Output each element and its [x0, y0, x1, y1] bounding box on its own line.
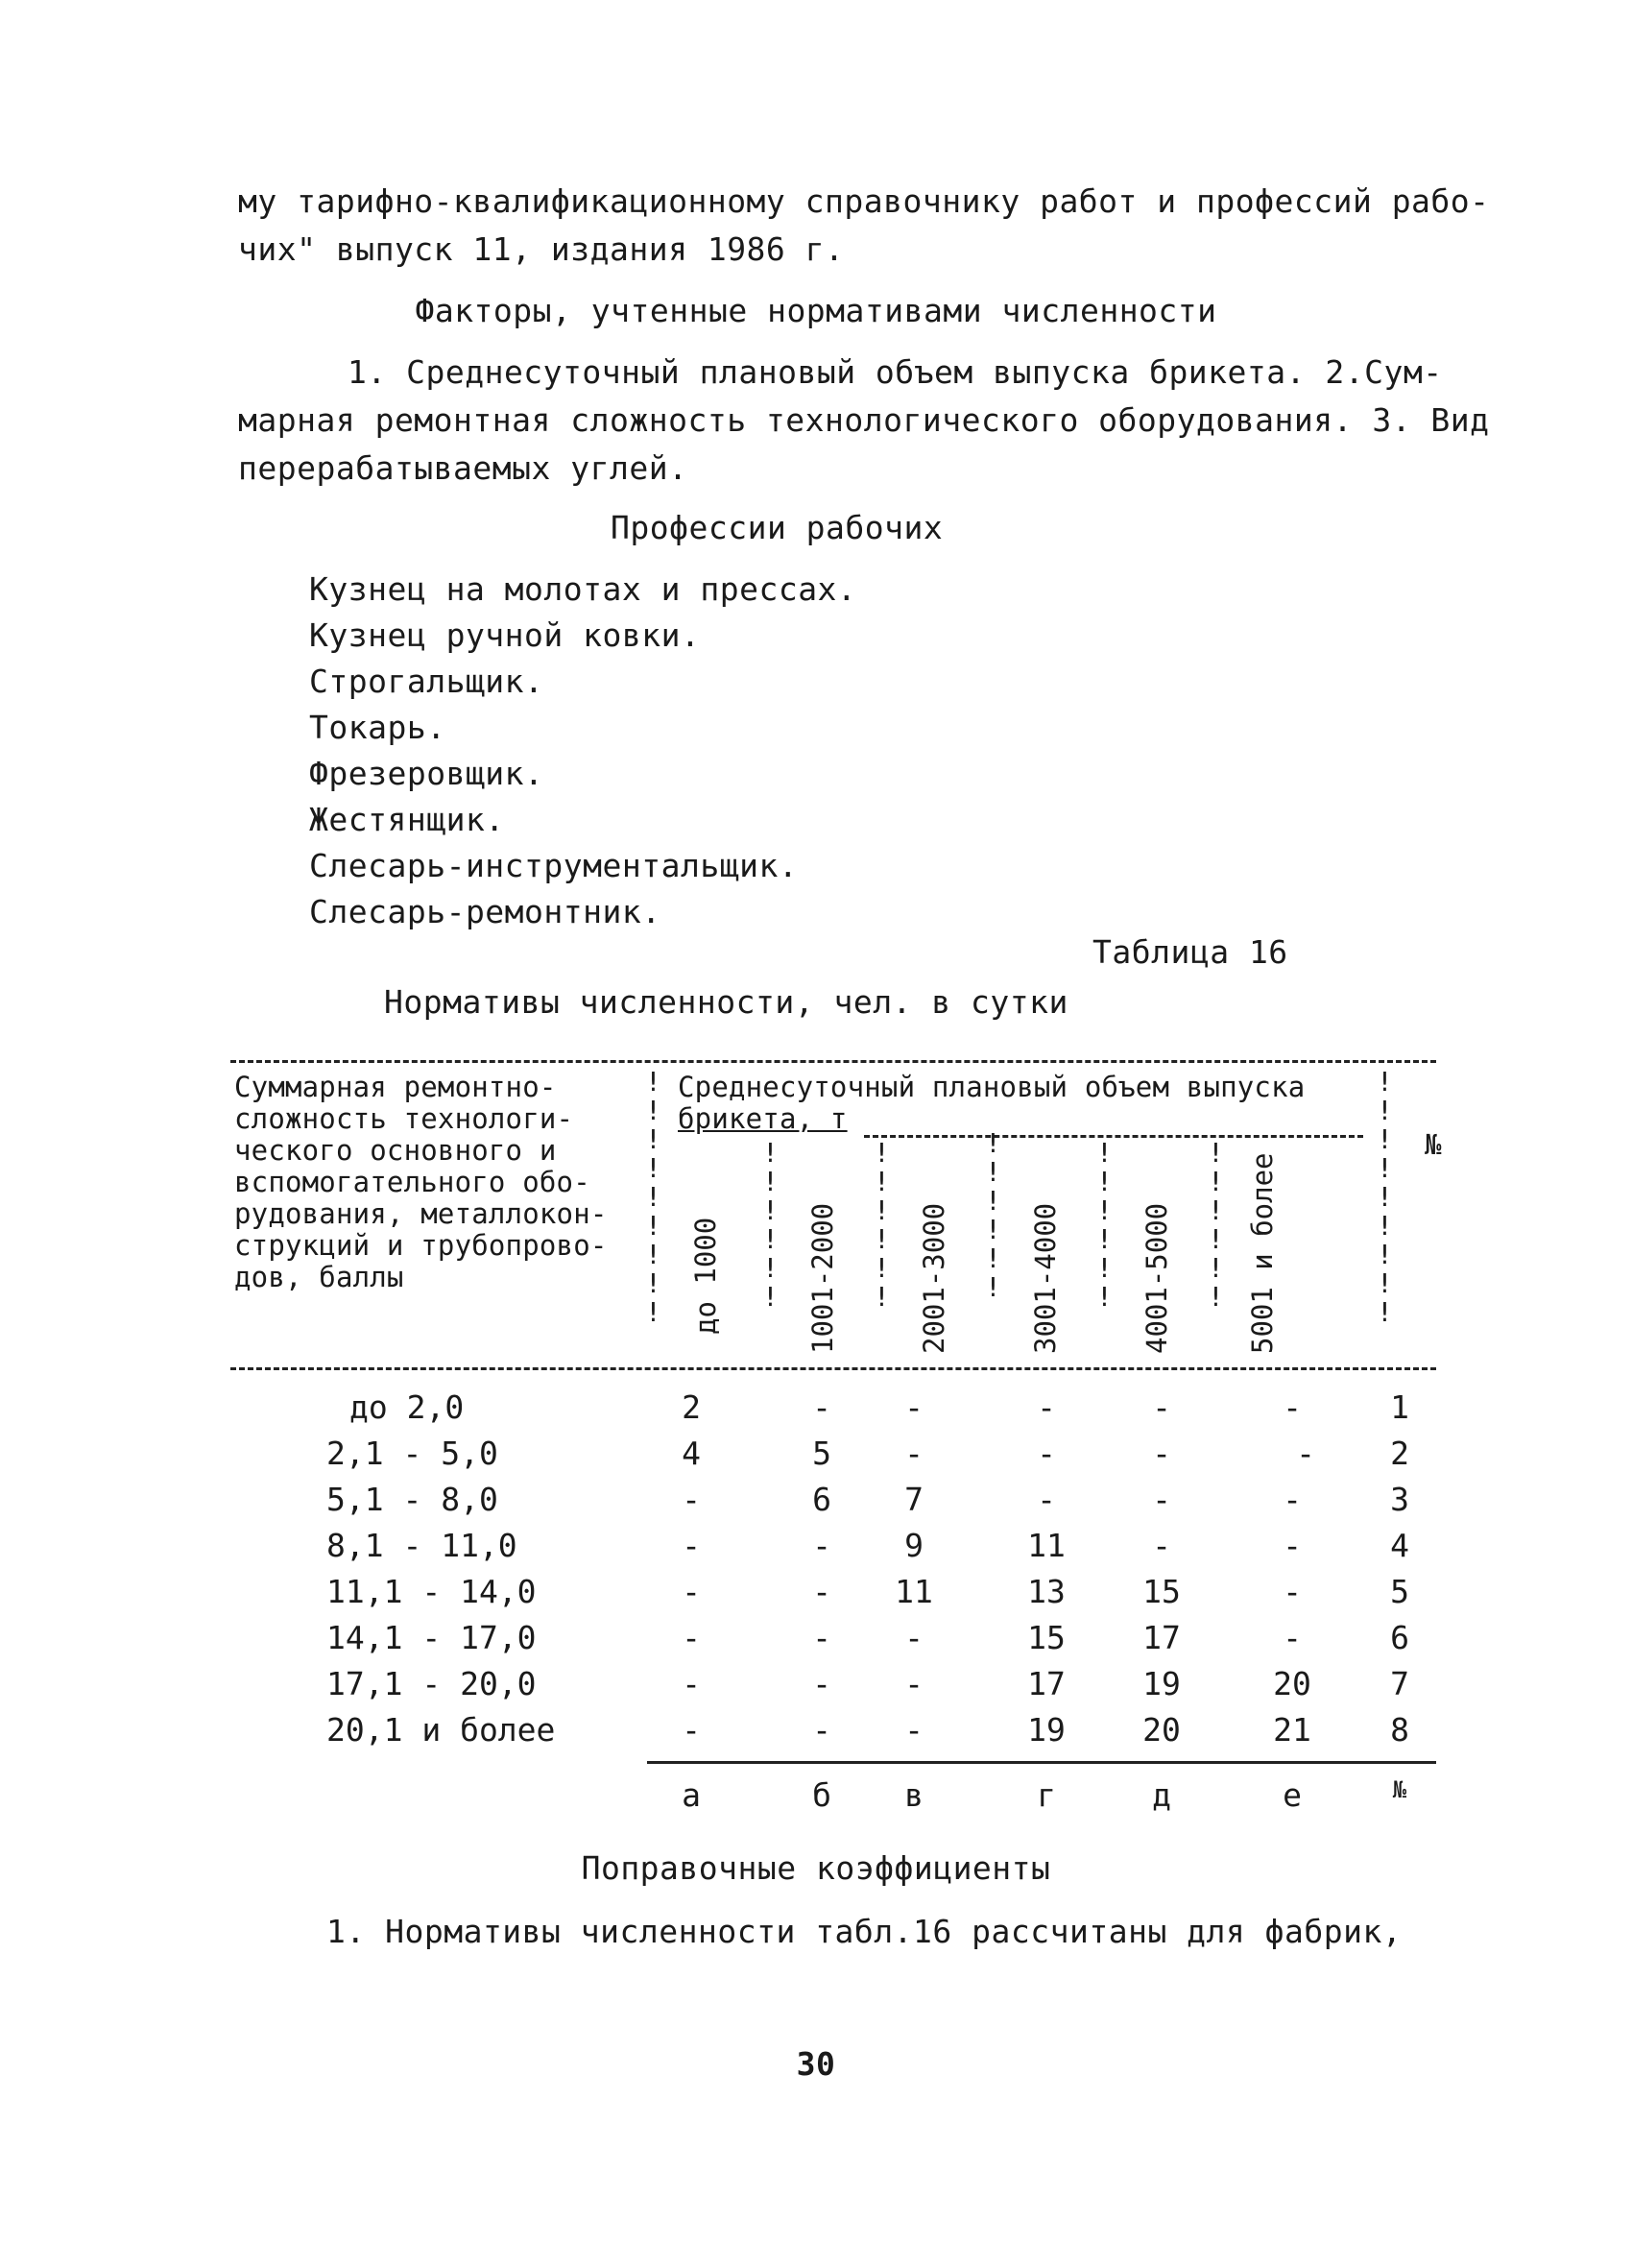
page-number: 30 — [796, 2045, 836, 2083]
table-cell: 6 — [812, 1481, 831, 1518]
table-cell: - — [682, 1527, 701, 1564]
table-cell: - — [904, 1665, 924, 1702]
profession-item: Кузнец на молотах и прессах. — [309, 570, 857, 608]
factors-title: Факторы, учтенные нормативами численности — [415, 292, 1217, 329]
row-header-line: сложность технологи- — [234, 1102, 574, 1135]
table-cell: - — [812, 1665, 831, 1702]
column-header: 5001 и более — [1246, 1152, 1279, 1354]
row-number: 5 — [1390, 1573, 1409, 1610]
group-header-line: Среднесуточный плановый объем выпуска — [678, 1071, 1306, 1103]
footer-letter: д — [1152, 1776, 1171, 1814]
table-row — [0, 1481, 1632, 1527]
row-header-line: струкций и трубопрово- — [234, 1229, 608, 1262]
column-header: 1001-2000 — [806, 1202, 839, 1354]
table-row — [0, 1388, 1632, 1435]
table-cell: 4 — [682, 1435, 701, 1472]
row-label: 11,1 - 14,0 — [326, 1573, 537, 1610]
number-header: № — [1425, 1128, 1442, 1161]
table-title: Нормативы численности, чел. в сутки — [384, 983, 1068, 1021]
column-separator: ! ! ! ! ! ! ! ! ! — [1377, 1066, 1393, 1328]
corrections-title: Поправочные коэффициенты — [581, 1849, 1051, 1887]
table-cell: 7 — [904, 1481, 924, 1518]
table-cell: 20 — [1142, 1711, 1181, 1749]
profession-item: Кузнец ручной ковки. — [309, 616, 701, 654]
group-header — [678, 1072, 1305, 1135]
table-cell: - — [1283, 1573, 1302, 1610]
row-number: 4 — [1390, 1527, 1409, 1564]
column-header: 3001-4000 — [1029, 1202, 1062, 1354]
table-cell: - — [812, 1711, 831, 1749]
table-cell: - — [682, 1711, 701, 1749]
row-header-line: вспомогательного обо- — [234, 1166, 590, 1198]
column-separator: ! ! ! ! ! ! — [1208, 1137, 1224, 1313]
table-label: Таблица 16 — [1092, 933, 1288, 971]
row-label: 17,1 - 20,0 — [326, 1665, 537, 1702]
table-cell: 11 — [1027, 1527, 1066, 1564]
table-cell: - — [682, 1619, 701, 1656]
table-cell: 21 — [1273, 1711, 1311, 1749]
table-cell: 2 — [682, 1388, 701, 1426]
factors-line-3: перерабатываемых углей. — [238, 449, 688, 487]
footer-letter: г — [1037, 1776, 1056, 1814]
table-cell: - — [1037, 1435, 1056, 1472]
column-separator: ! ! ! ! ! ! — [874, 1137, 890, 1313]
column-header: до 1000 — [689, 1217, 722, 1335]
row-header-line: дов, баллы — [234, 1261, 404, 1293]
table-cell: 13 — [1027, 1573, 1066, 1610]
table-cell: 20 — [1273, 1665, 1311, 1702]
row-label: 8,1 - 11,0 — [326, 1527, 517, 1564]
factors-line-1: 1. Среднесуточный плановый объем выпуска брикета. 2.Сум- — [348, 353, 1443, 391]
table-cell: - — [1296, 1435, 1315, 1472]
table-cell: 15 — [1027, 1619, 1066, 1656]
column-separator: ! ! ! ! ! ! ! ! ! — [645, 1066, 661, 1328]
profession-item: Слесарь-инструментальщик. — [309, 847, 799, 884]
group-under-rule — [864, 1135, 1363, 1138]
footer-letter: е — [1283, 1776, 1302, 1814]
row-header-line: ческого основного и — [234, 1134, 557, 1167]
footer-letter: б — [812, 1776, 831, 1814]
row-number: 6 — [1390, 1619, 1409, 1656]
row-header — [234, 1072, 608, 1293]
table-cell: - — [1283, 1619, 1302, 1656]
table-cell: - — [1037, 1481, 1056, 1518]
profession-item: Фрезеровщик. — [309, 755, 544, 792]
row-number: 8 — [1390, 1711, 1409, 1749]
table-cell: - — [812, 1527, 831, 1564]
table-cell: - — [682, 1573, 701, 1610]
column-header: 4001-5000 — [1140, 1202, 1173, 1354]
table-row — [0, 1665, 1632, 1711]
table-cell: 9 — [904, 1527, 924, 1564]
table-cell: 17 — [1027, 1665, 1066, 1702]
professions-title: Профессии рабочих — [611, 509, 944, 546]
table-cell: 11 — [895, 1573, 933, 1610]
profession-item: Строгальщик. — [309, 663, 544, 700]
table-cell: 15 — [1142, 1573, 1181, 1610]
intro-line-1: му тарифно-квалификационному справочнику работ и профессий рабо- — [238, 182, 1490, 220]
factors-line-2: марная ремонтная сложность технологического оборудования. 3. Вид — [238, 401, 1490, 439]
table-cell: - — [682, 1665, 701, 1702]
table-cell: - — [1152, 1435, 1171, 1472]
table-cell: - — [1283, 1527, 1302, 1564]
header-bottom-rule — [230, 1367, 1436, 1370]
table-top-rule — [230, 1060, 1436, 1063]
footer-letter: а — [682, 1776, 701, 1814]
row-number: 2 — [1390, 1435, 1409, 1472]
table-cell: 19 — [1027, 1711, 1066, 1749]
table-cell: 17 — [1142, 1619, 1181, 1656]
row-label: 20,1 и более — [326, 1711, 556, 1749]
row-number: 7 — [1390, 1665, 1409, 1702]
row-label: 2,1 - 5,0 — [326, 1435, 498, 1472]
table-cell: - — [1283, 1481, 1302, 1518]
table-cell: - — [1283, 1388, 1302, 1426]
table-cell: - — [682, 1481, 701, 1518]
table-cell: 5 — [812, 1435, 831, 1472]
profession-item: Жестянщик. — [309, 801, 505, 838]
table-row — [0, 1619, 1632, 1665]
table-cell: - — [812, 1573, 831, 1610]
row-header-line: Суммарная ремонтно- — [234, 1071, 557, 1103]
row-header-line: рудования, металлокон- — [234, 1197, 608, 1230]
table-cell: - — [1152, 1527, 1171, 1564]
table-footer-row — [0, 1776, 1632, 1822]
table-cell: 19 — [1142, 1665, 1181, 1702]
table-row — [0, 1527, 1632, 1573]
table-cell: - — [1152, 1481, 1171, 1518]
table-footer-rule — [647, 1761, 1436, 1764]
column-separator: ! ! ! ! ! ! — [762, 1137, 779, 1313]
profession-item: Токарь. — [309, 709, 446, 746]
table-cell: - — [904, 1388, 924, 1426]
footer-number: № — [1392, 1776, 1407, 1803]
table-cell: - — [1037, 1388, 1056, 1426]
table-row — [0, 1711, 1632, 1757]
row-label: до 2,0 — [349, 1388, 465, 1426]
row-label: 14,1 - 17,0 — [326, 1619, 537, 1656]
table-cell: - — [904, 1711, 924, 1749]
corrections-line-1: 1. Нормативы численности табл.16 рассчитаны для фабрик, — [326, 1913, 1403, 1950]
column-separator: ! ! ! ! ! ! — [1096, 1137, 1113, 1313]
table-cell: - — [812, 1619, 831, 1656]
footer-letter: в — [904, 1776, 924, 1814]
table-row — [0, 1435, 1632, 1481]
row-number: 1 — [1390, 1388, 1409, 1426]
table-cell: - — [1152, 1388, 1171, 1426]
row-label: 5,1 - 8,0 — [326, 1481, 498, 1518]
column-separator: ! ! ! ! ! ! — [985, 1127, 1001, 1303]
profession-item: Слесарь-ремонтник. — [309, 893, 661, 930]
table-cell: - — [812, 1388, 831, 1426]
group-header-line: брикета, т — [678, 1102, 848, 1135]
table-cell: - — [904, 1619, 924, 1656]
column-header: 2001-3000 — [918, 1202, 950, 1354]
row-number: 3 — [1390, 1481, 1409, 1518]
intro-line-2: чих" выпуск 11, издания 1986 г. — [238, 230, 845, 268]
table-cell: - — [904, 1435, 924, 1472]
table-row — [0, 1573, 1632, 1619]
